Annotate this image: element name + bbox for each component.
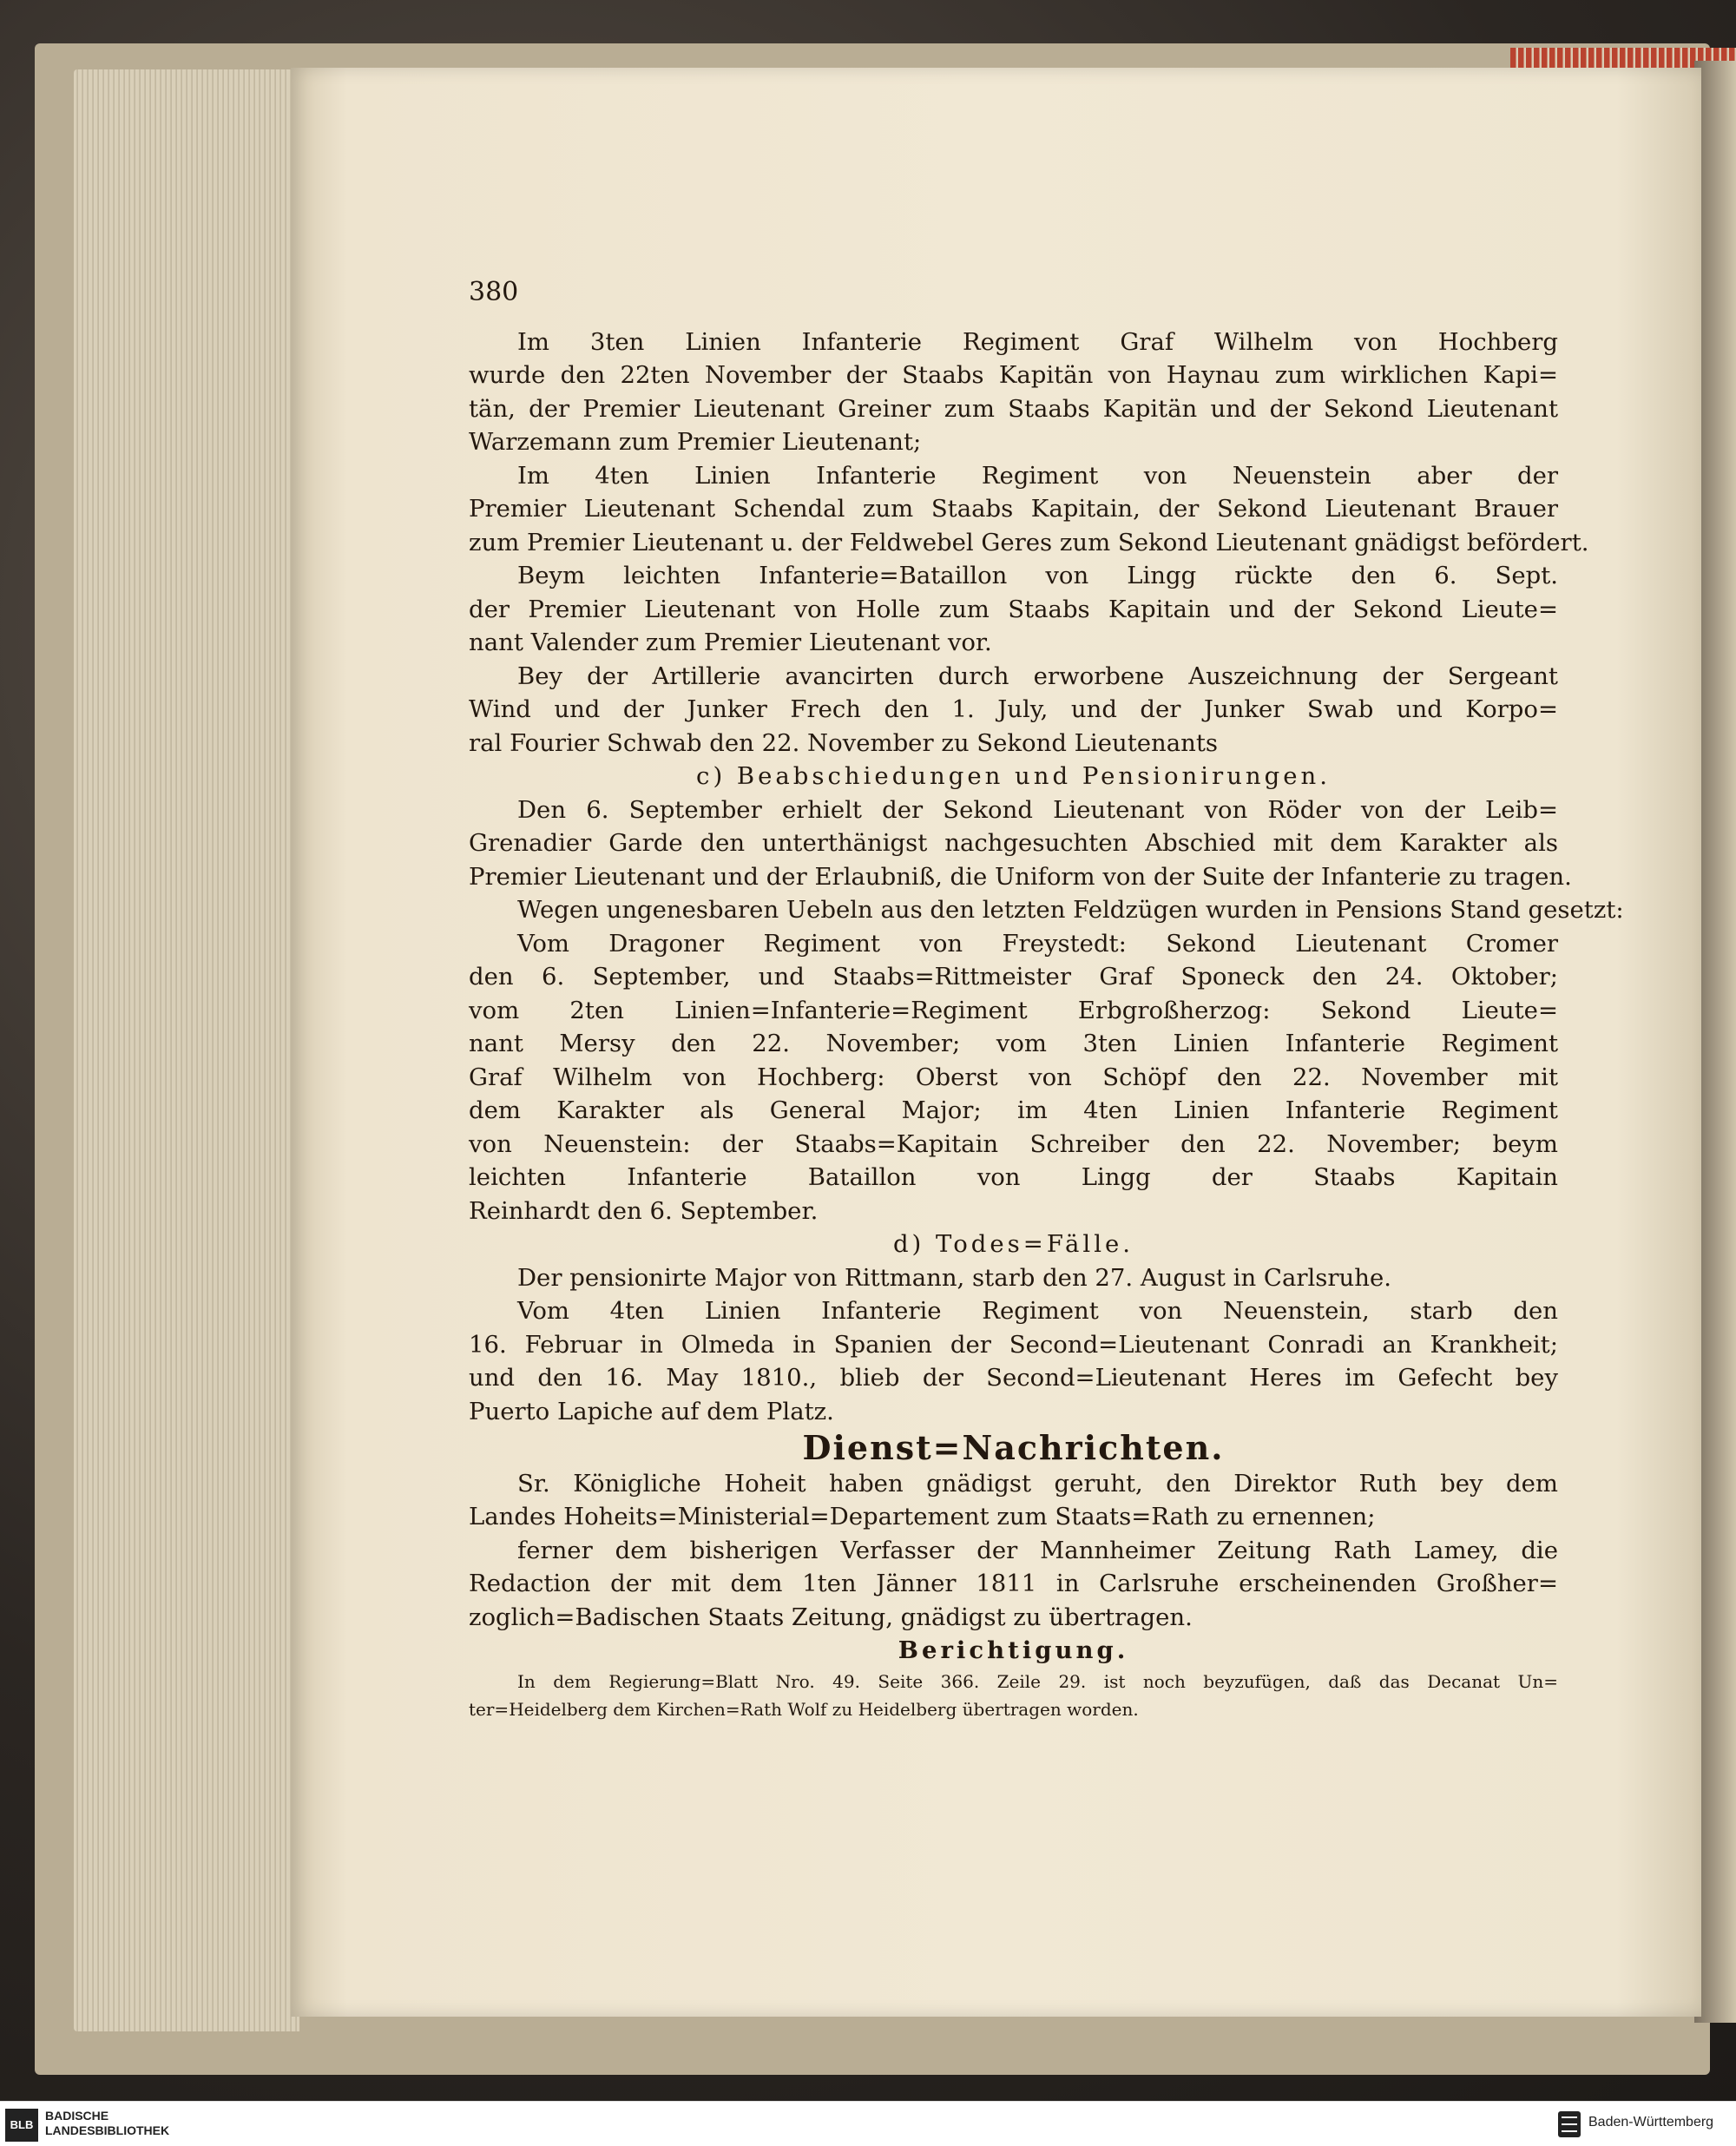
text-line: Graf Wilhelm von Hochberg: Oberst von Schöpf den 22. November mit <box>469 1063 1558 1091</box>
text-line: Den 6. September erhielt der Sekond Lieutenant von Röder von der Leib= <box>517 795 1558 824</box>
text-line: tän, der Premier Lieutenant Greiner zum Staabs Kapitän und der Sekond Lieutenant <box>469 394 1558 423</box>
text-line: Premier Lieutenant und der Erlaubniß, die Uniform von der Suite der Infanterie zu tragen. <box>469 862 1572 891</box>
baden-wuerttemberg-crest-icon <box>1556 2110 1582 2139</box>
page-number: 380 <box>469 277 519 307</box>
text-line: vom 2ten Linien=Infanterie=Regiment Erbgroßherzog: Sekond Lieute= <box>469 996 1558 1024</box>
text-line: Wind und der Junker Frech den 1. July, und der Junker Swab und Korpo= <box>469 695 1558 723</box>
text-line: ral Fourier Schwab den 22. November zu Sekond Lieutenants <box>469 728 1219 757</box>
text-line: Vom 4ten Linien Infanterie Regiment von Neuenstein, starb den <box>517 1297 1558 1325</box>
page-body-text <box>469 326 1624 1723</box>
text-line: Reinhardt den 6. September. <box>469 1196 819 1225</box>
text-line: den 6. September, und Staabs=Rittmeister Graf Sponeck den 24. Oktober; <box>469 963 1558 991</box>
text-line: Warzemann zum Premier Lieutenant; <box>469 428 922 456</box>
text-line: nant Mersy den 22. November; vom 3ten Linien Infanterie Regiment <box>469 1030 1558 1057</box>
text-line: und den 16. May 1810., blieb der Second=Lieutenant Heres im Gefecht bey <box>469 1364 1558 1392</box>
dienst-nachrichten-heading: Dienst=Nachrichten. <box>802 1428 1225 1467</box>
berichtigung-line: In dem Regierung=Blatt Nro. 49. Seite 366. Zeile 29. ist noch beyzufügen, daß das Decanat Un= <box>517 1670 1558 1692</box>
text-line: Beym leichten Infanterie=Bataillon von Lingg rückte den 6. Sept. <box>517 562 1558 589</box>
text-line: Im 3ten Linien Infanterie Regiment Graf Wilhelm von Hochberg <box>517 327 1558 356</box>
page-edges <box>74 69 299 2031</box>
blb-line2: LANDESBIBLIOTHEK <box>45 2123 170 2137</box>
text-line: dem Karakter als General Major; im 4ten Linien Infanterie Regiment <box>469 1096 1558 1124</box>
text-line: zum Premier Lieutenant u. der Feldwebel Geres zum Sekond Lieutenant gnädigst befördert. <box>469 528 1589 556</box>
berichtigung-line: ter=Heidelberg dem Kirchen=Rath Wolf zu Heidelberg übertragen worden. <box>469 1698 1139 1720</box>
text-line: leichten Infanterie Bataillon von Lingg der Staabs Kapitain <box>469 1163 1558 1191</box>
footer-bar <box>0 2101 1736 2146</box>
blb-name[interactable] <box>45 2109 169 2138</box>
text-line: zoglich=Badischen Staats Zeitung, gnädigst zu übertragen. <box>469 1603 1193 1631</box>
text-line: wurde den 22ten November der Staabs Kapitän von Haynau zum wirklichen Kapi= <box>469 361 1558 389</box>
text-line: Premier Lieutenant Schendal zum Staabs Kapitain, der Sekond Lieutenant Brauer <box>469 495 1558 523</box>
section-d-heading: d) Todes=Fälle. <box>892 1230 1134 1258</box>
berichtigung-heading: Berichtigung. <box>898 1636 1129 1664</box>
text-line: 16. Februar in Olmeda in Spanien der Second=Lieutenant Conradi an Krankheit; <box>469 1330 1558 1359</box>
text-line: Puerto Lapiche auf dem Platz. <box>469 1397 834 1425</box>
text-line: Sr. Königliche Hoheit haben gnädigst geruht, den Direktor Ruth bey dem <box>517 1469 1558 1498</box>
text-line: ferner dem bisherigen Verfasser der Mannheimer Zeitung Rath Lamey, die <box>517 1536 1558 1564</box>
text-line: Wegen ungenesbaren Uebeln aus den letzten Feldzügen wurden in Pensions Stand gesetzt: <box>517 896 1624 924</box>
text-line: der Premier Lieutenant von Holle zum Staabs Kapitain und der Sekond Lieute= <box>469 595 1558 623</box>
text-line: von Neuenstein: der Staabs=Kapitain Schreiber den 22. November; beym <box>469 1129 1558 1158</box>
blb-logo-icon[interactable]: BLB <box>5 2109 38 2142</box>
page-content <box>469 276 1624 1723</box>
text-line: Bey der Artillerie avancirten durch erworbene Auszeichnung der Sergeant <box>517 662 1558 690</box>
section-c-heading: c) Beabschiedungen und Pensionirungen. <box>696 762 1331 790</box>
text-line: Im 4ten Linien Infanterie Regiment von Neuenstein aber der <box>517 461 1558 490</box>
text-line: Vom Dragoner Regiment von Freystedt: Sekond Lieutenant Cromer <box>517 929 1558 958</box>
blb-line1: BADISCHE <box>45 2109 109 2123</box>
text-line: Redaction der mit dem 1ten Jänner 1811 in Carlsruhe erscheinenden Großher= <box>469 1570 1558 1597</box>
text-line: Der pensionirte Major von Rittmann, starb den 27. August in Carlsruhe. <box>517 1263 1391 1292</box>
text-line: Landes Hoheits=Ministerial=Departement zum Staats=Rath zu ernennen; <box>469 1503 1376 1531</box>
text-line: Grenadier Garde den unterthänigst nachgesuchten Abschied mit dem Karakter als <box>469 829 1558 857</box>
text-line: nant Valender zum Premier Lieutenant vor. <box>469 629 992 656</box>
baden-wuerttemberg-label[interactable]: Baden-Württemberg <box>1588 2115 1714 2130</box>
